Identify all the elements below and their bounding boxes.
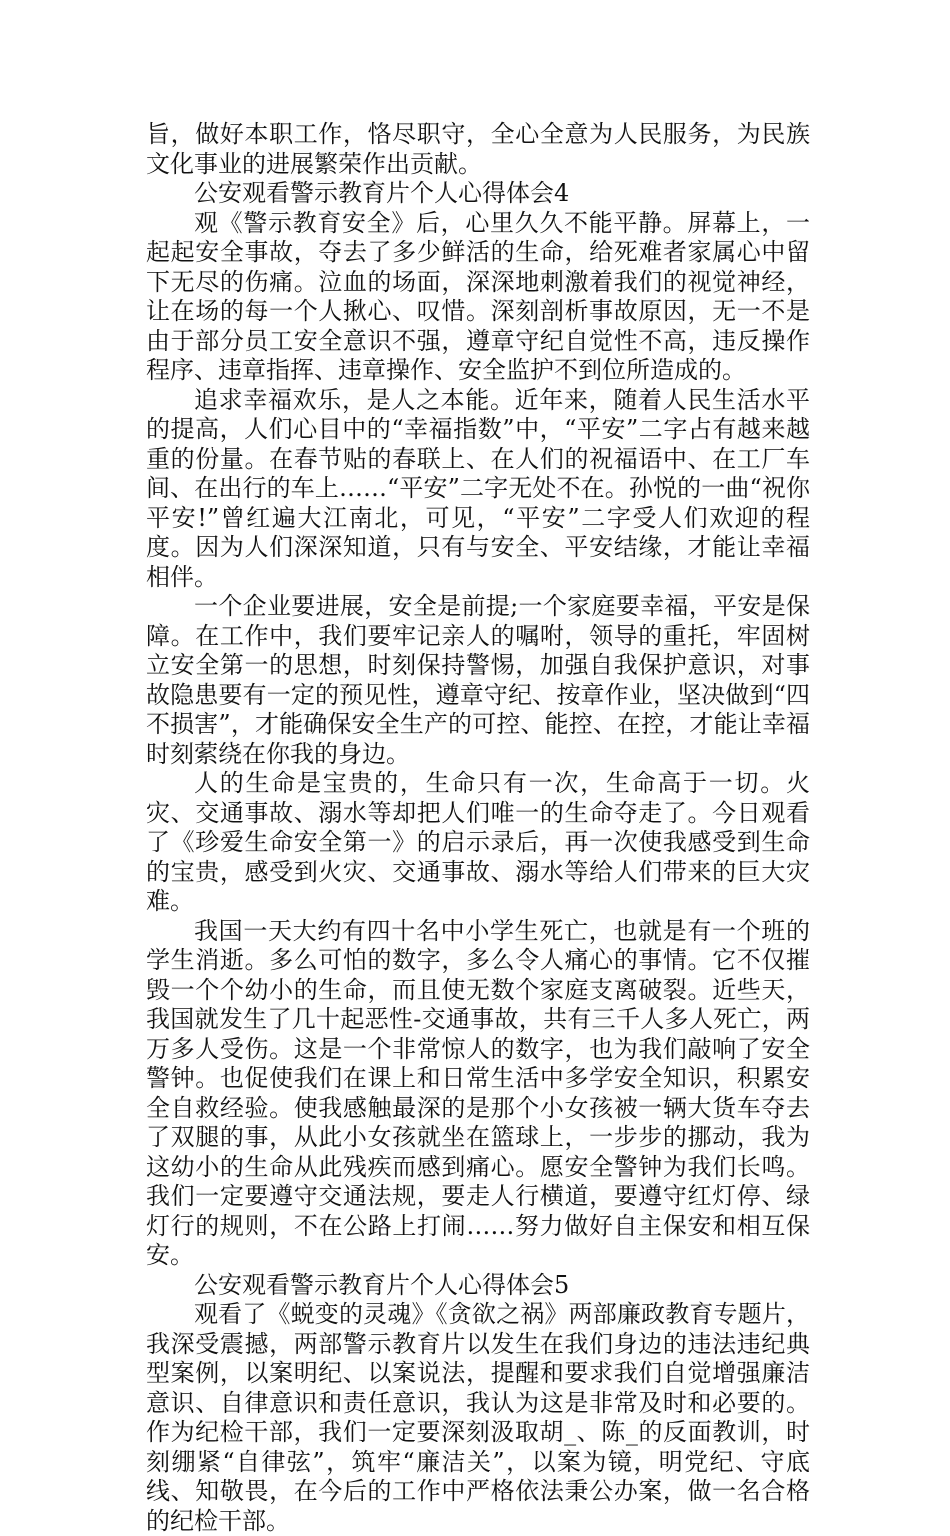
paragraph: 观《警示教育安全》后，心里久久不能平静。屏幕上，一起起安全事故，夺去了多少鲜活的生命，给死难者家属心中留下无尽的伤痛。泣血的场面，深深地刺激着我们的视觉神经，让在场的每一个人揪心、叹惜。深刻剖析事故原因，无一不是由于部分员工安全意识不强，遵章守纪自觉性不高，违反操作程序、违章指挥、违章操作、安全监护不到位所造成的。 xyxy=(146,208,810,384)
paragraph: 一个企业要进展，安全是前提;一个家庭要幸福，平安是保障。在工作中，我们要牢记亲人的嘱咐，领导的重托，牢固树立安全第一的思想，时刻保持警惕，加强自我保护意识，对事故隐患要有一定的预见性，遵章守纪、按章作业，坚决做到“四不损害”，才能确保安全生产的可控、能控、在控，才能让幸福时刻萦绕在你我的身边。 xyxy=(146,592,810,768)
paragraph-continued: 旨，做好本职工作，恪尽职守，全心全意为人民服务，为民族文化事业的进展繁荣作出贡献。 xyxy=(146,120,810,178)
document-body xyxy=(146,120,810,1536)
section-heading-5: 公安观看警示教育片个人心得体会5 xyxy=(194,1270,570,1299)
paragraph: 观看了《蜕变的灵魂》《贪欲之祸》两部廉政教育专题片，我深受震撼，两部警示教育片以发生在我们身边的违法违纪典型案例，以案明纪、以案说法，提醒和要求我们自觉增强廉洁意识、自律意识和责任意识，我认为这是非常及时和必要的。作为纪检干部，我们一定要深刻汲取胡_、陈_的反面教训，时刻绷紧“自律弦”，筑牢“廉洁关”，以案为镜，明党纪、守底线、知敬畏，在今后的工作中严格依法秉公办案，做一名合格的纪检干部。 xyxy=(146,1300,810,1535)
section-heading-4: 公安观看警示教育片个人心得体会4 xyxy=(194,179,570,207)
paragraph: 追求幸福欢乐，是人之本能。近年来，随着人民生活水平的提高，人们心目中的“幸福指数”中，“平安”二字占有越来越重的份量。在春节贴的春联上、在人们的祝福语中、在工厂车间、在出行的车上……“平安”二字无处不在。孙悦的一曲“祝你平安!”曾红遍大江南北，可见，“平安”二字受人们欢迎的程度。因为人们深深知道，只有与安全、平安结缘，才能让幸福相伴。 xyxy=(146,385,810,591)
paragraph: 人的生命是宝贵的，生命只有一次，生命高于一切。火灾、交通事故、溺水等却把人们唯一的生命夺走了。今日观看了《珍爱生命安全第一》的启示录后，再一次使我感受到生命的宝贵，感受到火灾、交通事故、溺水等给人们带来的巨大灾难。 xyxy=(146,769,810,915)
paragraph: 我国一天大约有四十名中小学生死亡，也就是有一个班的学生消逝。多么可怕的数字，多么令人痛心的事情。它不仅摧毁一个个幼小的生命，而且使无数个家庭支离破裂。近些天，我国就发生了几十起恶性-交通事故，共有三千人多人死亡，两万多人受伤。这是一个非常惊人的数字，也为我们敲响了安全警钟。也促使我们在课上和日常生活中多学安全知识，积累安全自救经验。使我感触最深的是那个小女孩被一辆大货车夺去了双腿的事，从此小女孩就坐在篮球上，一步步的挪动，我为这幼小的生命从此残疾而感到痛心。愿安全警钟为我们长鸣。我们一定要遵守交通法规，要走人行横道，要遵守红灯停、绿灯行的规则，不在公路上打闹……努力做好自主保安和相互保安。 xyxy=(146,916,810,1269)
